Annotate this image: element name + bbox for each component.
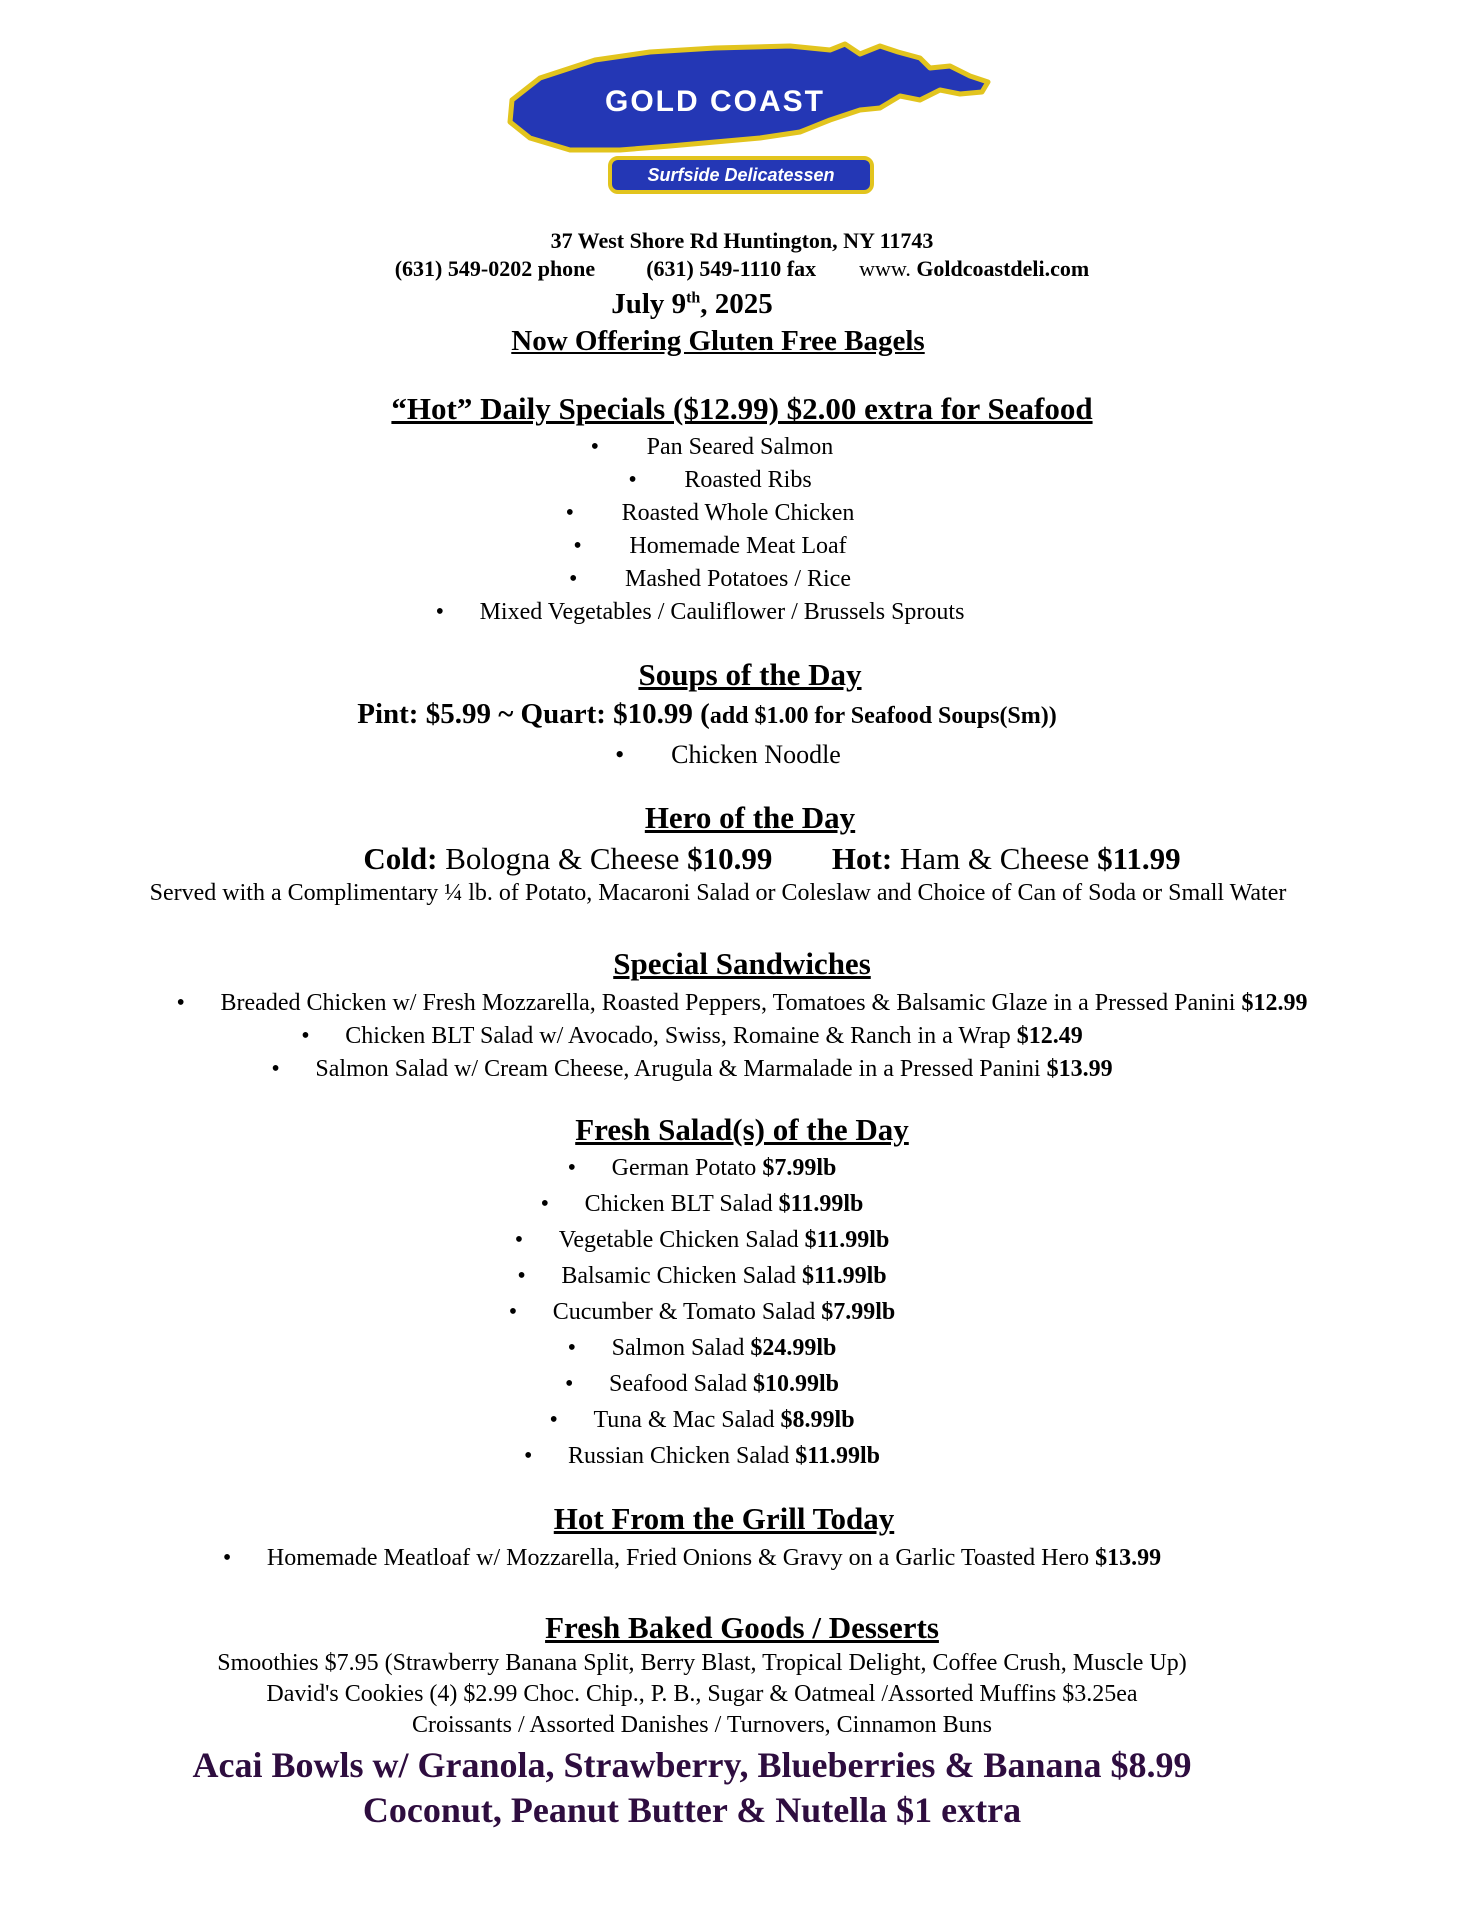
item-name: Balsamic Chicken Salad bbox=[561, 1263, 796, 1289]
item-name: Homemade Meat Loaf bbox=[629, 533, 847, 559]
list-item: • Pan Seared Salmon bbox=[590, 434, 834, 460]
logo-title: GOLD COAST bbox=[605, 85, 825, 118]
item-name: German Potato bbox=[611, 1155, 757, 1181]
served-with-text: Served with a Complimentary ¼ lb. of Potato, Macaroni Salad or Coleslaw and Choice of Can of Soda or Small Water bbox=[149, 880, 1287, 906]
baked-title: Fresh Baked Goods / Desserts bbox=[545, 1610, 939, 1645]
item-name: Homemade Meatloaf w/ Mozzarella, Fried Onions & Gravy on a Garlic Toasted Hero bbox=[266, 1545, 1090, 1571]
hero-title: Hero of the Day bbox=[644, 800, 856, 835]
hero-options bbox=[30, 841, 1484, 877]
item-name: Salmon Salad w/ Cream Cheese, Arugula & Marmalade in a Pressed Panini bbox=[315, 1056, 1041, 1082]
item-name: Pan Seared Salmon bbox=[646, 434, 834, 460]
gold-coast-logo bbox=[500, 38, 1000, 198]
list-item: • Roasted Whole Chicken bbox=[565, 500, 855, 526]
list-item: • Tuna & Mac Salad $8.99lb bbox=[549, 1407, 855, 1433]
baked-heading bbox=[0, 1610, 1484, 1646]
item-price: $8.99lb bbox=[780, 1407, 855, 1433]
item-name: Seafood Salad bbox=[609, 1371, 747, 1397]
logo-subtitle: Surfside Delicatessen bbox=[647, 165, 835, 185]
item-price: $24.99lb bbox=[750, 1335, 837, 1361]
website-link[interactable]: Goldcoastdeli.com bbox=[916, 256, 1090, 281]
list-item: • Seafood Salad $10.99lb bbox=[565, 1371, 839, 1397]
web-prefix: www. bbox=[859, 256, 911, 281]
baked-line bbox=[0, 1650, 1444, 1677]
baked-line-text: Smoothies $7.95 (Strawberry Banana Split, Berry Blast, Tropical Delight, Coffee Crush, Muscle Up) bbox=[217, 1650, 1187, 1676]
date-year: , 2025 bbox=[700, 288, 773, 320]
list-item: • Vegetable Chicken Salad $11.99lb bbox=[514, 1227, 890, 1253]
hot-specials-heading bbox=[0, 391, 1484, 427]
phone: (631) 549-0202 phone bbox=[394, 256, 596, 281]
hot-specials-title: “Hot” Daily Specials ($12.99) $2.00 extra for Seafood bbox=[391, 391, 1093, 426]
date bbox=[0, 288, 1434, 321]
hero-hot-label: Hot: bbox=[831, 841, 893, 876]
hero-cold-price: $10.99 bbox=[687, 841, 773, 876]
list-item: • Homemade Meatloaf w/ Mozzarella, Fried Onions & Gravy on a Garlic Toasted Hero $13.99 bbox=[222, 1545, 1162, 1571]
address bbox=[0, 228, 1484, 254]
salads-title: Fresh Salad(s) of the Day bbox=[575, 1112, 909, 1147]
grill-title: Hot From the Grill Today bbox=[553, 1501, 895, 1536]
list-item: • Roasted Ribs bbox=[628, 467, 812, 493]
contact-line bbox=[0, 256, 1484, 282]
list-item: • Salmon Salad w/ Cream Cheese, Arugula & Marmalade in a Pressed Panini $13.99 bbox=[271, 1056, 1113, 1082]
soups-title: Soups of the Day bbox=[638, 657, 862, 692]
item-name: Vegetable Chicken Salad bbox=[558, 1227, 799, 1253]
item-price: $13.99 bbox=[1046, 1056, 1113, 1082]
fax: (631) 549-1110 fax bbox=[646, 256, 817, 281]
hero-served-with bbox=[0, 880, 1460, 907]
list-item: • Mixed Vegetables / Cauliflower / Brussels Sprouts bbox=[435, 599, 965, 625]
item-name: Salmon Salad bbox=[611, 1335, 745, 1361]
item-price: $12.49 bbox=[1016, 1023, 1083, 1049]
soups-heading bbox=[8, 657, 1484, 693]
soups-pricing-note: add $1.00 for Seafood Soups(Sm)) bbox=[709, 703, 1057, 729]
item-price: $11.99lb bbox=[795, 1443, 880, 1469]
list-item: • Mashed Potatoes / Rice bbox=[569, 566, 851, 592]
item-name: Mixed Vegetables / Cauliflower / Brussels Sprouts bbox=[479, 599, 965, 625]
list-item: • Cucumber & Tomato Salad $7.99lb bbox=[508, 1299, 896, 1325]
list-item: • Chicken BLT Salad $11.99lb bbox=[540, 1191, 864, 1217]
hero-hot-price: $11.99 bbox=[1097, 841, 1181, 876]
item-price: $7.99lb bbox=[821, 1299, 896, 1325]
acai-extras-line bbox=[0, 1789, 1434, 1831]
baked-line-text: Croissants / Assorted Danishes / Turnovers, Cinnamon Buns bbox=[411, 1712, 993, 1738]
baked-line-text: David's Cookies (4) $2.99 Choc. Chip., P. B., Sugar & Oatmeal /Assorted Muffins $3.25ea bbox=[266, 1681, 1138, 1707]
list-item: • Balsamic Chicken Salad $11.99lb bbox=[517, 1263, 887, 1289]
list-item: • Chicken Noodle bbox=[615, 740, 841, 769]
hero-cold-name: Bologna & Cheese bbox=[445, 841, 680, 876]
baked-line bbox=[0, 1681, 1444, 1708]
item-name: Breaded Chicken w/ Fresh Mozzarella, Roasted Peppers, Tomatoes & Balsamic Glaze in a Pressed Panini bbox=[220, 990, 1236, 1016]
grill-heading bbox=[0, 1501, 1466, 1537]
gluten-free-announcement bbox=[0, 325, 1460, 358]
hero-heading bbox=[8, 800, 1484, 836]
item-name: Tuna & Mac Salad bbox=[593, 1407, 775, 1433]
baked-line bbox=[0, 1712, 1444, 1739]
list-item: • German Potato $7.99lb bbox=[567, 1155, 837, 1181]
item-name: Cucumber & Tomato Salad bbox=[552, 1299, 816, 1325]
item-price: $10.99lb bbox=[752, 1371, 839, 1397]
list-item: • Salmon Salad $24.99lb bbox=[567, 1335, 837, 1361]
salads-heading bbox=[0, 1112, 1484, 1148]
item-name: Mashed Potatoes / Rice bbox=[625, 566, 851, 592]
hero-hot-name: Ham & Cheese bbox=[899, 841, 1090, 876]
list-item: • Breaded Chicken w/ Fresh Mozzarella, Roasted Peppers, Tomatoes & Balsamic Glaze in a Pressed Panini $12.99 bbox=[176, 990, 1308, 1016]
item-price: $13.99 bbox=[1095, 1545, 1162, 1571]
soups-pricing bbox=[0, 698, 1449, 731]
item-name: Roasted Ribs bbox=[684, 467, 812, 493]
item-name: Russian Chicken Salad bbox=[567, 1443, 790, 1469]
item-price: $12.99 bbox=[1241, 990, 1308, 1016]
soups-pricing-text: Pint: $5.99 ~ Quart: $10.99 ( bbox=[357, 698, 710, 730]
item-name: Roasted Whole Chicken bbox=[621, 500, 855, 526]
address-text: 37 West Shore Rd Huntington, NY 11743 bbox=[550, 228, 934, 253]
item-price: $7.99lb bbox=[762, 1155, 837, 1181]
item-name: Chicken BLT Salad w/ Avocado, Swiss, Romaine & Ranch in a Wrap bbox=[345, 1023, 1011, 1049]
item-price: $11.99lb bbox=[804, 1227, 890, 1253]
acai-bowls-text: Acai Bowls w/ Granola, Strawberry, Blueberries & Banana $8.99 bbox=[192, 1745, 1192, 1785]
sandwiches-title: Special Sandwiches bbox=[613, 946, 871, 981]
sandwiches-heading bbox=[0, 946, 1484, 982]
item-price: $11.99lb bbox=[778, 1191, 864, 1217]
hero-cold-label: Cold: bbox=[363, 841, 438, 876]
list-item: • Russian Chicken Salad $11.99lb bbox=[523, 1443, 880, 1469]
date-sup: th bbox=[686, 289, 701, 307]
date-main: July 9 bbox=[611, 288, 687, 320]
announcement-text: Now Offering Gluten Free Bagels bbox=[511, 325, 925, 357]
list-item: • Chicken BLT Salad w/ Avocado, Swiss, Romaine & Ranch in a Wrap $12.49 bbox=[301, 1023, 1083, 1049]
item-name: Chicken BLT Salad bbox=[584, 1191, 773, 1217]
item-price: $11.99lb bbox=[801, 1263, 887, 1289]
acai-extras-text: Coconut, Peanut Butter & Nutella $1 extra bbox=[362, 1790, 1022, 1830]
acai-bowls-line bbox=[0, 1744, 1434, 1786]
list-item: • Homemade Meat Loaf bbox=[573, 533, 847, 559]
item-name: Chicken Noodle bbox=[671, 740, 841, 769]
